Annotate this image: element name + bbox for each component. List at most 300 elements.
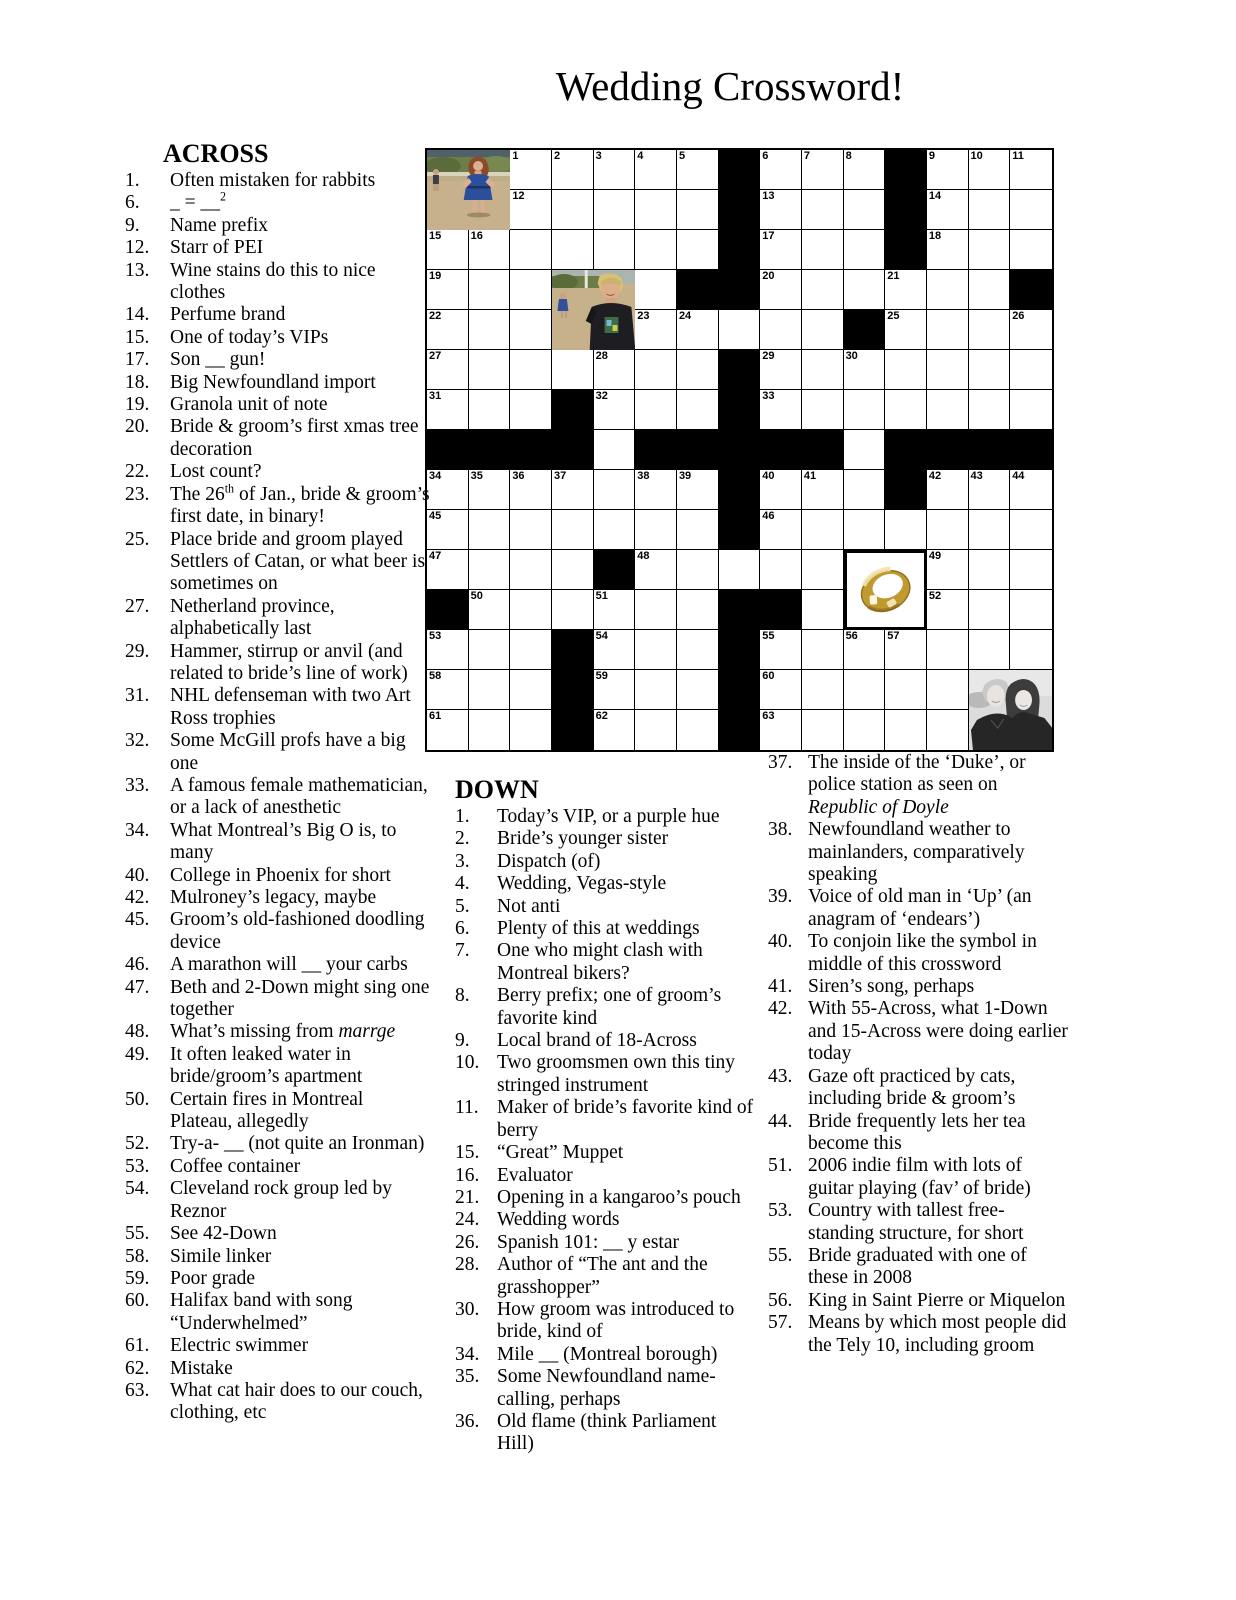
grid-cell[interactable] (552, 230, 594, 270)
grid-cell[interactable] (760, 550, 802, 590)
clue-number: 38. (768, 819, 793, 841)
clue-number: 14. (125, 304, 150, 326)
grid-cell[interactable] (844, 470, 886, 510)
clue-text: How groom was introduced to bride, kind of (497, 1298, 735, 1343)
grid-cell[interactable] (594, 430, 636, 470)
grid-cell[interactable] (802, 510, 844, 550)
grid-cell[interactable] (927, 390, 969, 430)
clue-text: Some McGill profs have a big one (170, 730, 406, 774)
clue-text: Evaluator (497, 1164, 573, 1186)
clue-item (125, 1223, 430, 1245)
grid-cell[interactable] (552, 550, 594, 590)
grid-cell[interactable] (844, 350, 886, 390)
grid-cell[interactable] (802, 470, 844, 510)
clue-item (455, 1165, 755, 1187)
grid-cell[interactable] (469, 590, 511, 630)
black-cell (552, 630, 594, 670)
clue-number: 40. (125, 864, 150, 886)
clue-item (455, 1299, 755, 1344)
down-clue-list-continued (768, 752, 1068, 1357)
black-cell (719, 390, 761, 430)
grid-cell[interactable] (594, 590, 636, 630)
grid-cell[interactable] (427, 270, 469, 310)
grid-cell[interactable] (719, 550, 761, 590)
grid-cell[interactable] (427, 390, 469, 430)
clue-number: 34. (125, 819, 150, 841)
grid-cell[interactable] (969, 390, 1011, 430)
grid-cell[interactable] (510, 710, 552, 750)
grid-cell[interactable] (427, 470, 469, 510)
clue-item (455, 1254, 755, 1299)
grid-cell[interactable] (927, 270, 969, 310)
grid-cell[interactable] (552, 510, 594, 550)
clue-text: Two groomsmen own this tiny stringed instrument (497, 1052, 736, 1096)
grid-cell[interactable] (510, 670, 552, 710)
grid-cell[interactable] (969, 470, 1011, 510)
grid-cell[interactable] (760, 190, 802, 230)
grid-cell[interactable] (885, 630, 927, 670)
grid-cell[interactable] (594, 710, 636, 750)
grid-cell[interactable] (677, 310, 719, 350)
grid-cell[interactable] (885, 390, 927, 430)
cell-number: 20 (762, 270, 775, 282)
grid-cell[interactable] (469, 550, 511, 590)
grid-cell[interactable] (969, 550, 1011, 590)
grid-cell[interactable] (927, 670, 969, 710)
clue-item (125, 1358, 430, 1380)
grid-cell[interactable] (594, 470, 636, 510)
cell-number: 11 (1012, 150, 1024, 162)
grid-cell[interactable] (969, 230, 1011, 270)
grid-cell[interactable] (427, 670, 469, 710)
black-cell (719, 710, 761, 750)
cell-number: 27 (429, 350, 442, 362)
grid-cell[interactable] (760, 510, 802, 550)
black-cell (552, 710, 594, 750)
cell-number: 4 (637, 150, 644, 162)
clue-number: 22. (125, 461, 150, 483)
clue-number: 48. (125, 1021, 150, 1043)
grid-cell[interactable] (927, 150, 969, 190)
grid-cell[interactable] (469, 710, 511, 750)
grid-cell[interactable] (552, 190, 594, 230)
grid-cell[interactable] (802, 390, 844, 430)
clue-number: 29. (125, 640, 150, 662)
grid-cell[interactable] (469, 230, 511, 270)
clue-item (125, 260, 430, 305)
grid-cell[interactable] (469, 270, 511, 310)
grid-cell[interactable] (844, 390, 886, 430)
grid-cell[interactable] (677, 350, 719, 390)
cell-number: 10 (970, 150, 983, 162)
clue-text: To conjoin like the symbol in middle of this crossword (808, 931, 1037, 975)
black-cell (552, 670, 594, 710)
cell-number: 22 (429, 310, 442, 322)
grid-cell[interactable] (885, 270, 927, 310)
grid-cell[interactable] (510, 510, 552, 550)
grid-cell[interactable] (677, 590, 719, 630)
black-cell (594, 550, 636, 590)
grid-cell[interactable] (969, 150, 1011, 190)
grid-cell[interactable] (802, 630, 844, 670)
cell-number: 21 (887, 270, 900, 282)
cell-number: 46 (762, 510, 775, 522)
clue-number: 54. (125, 1178, 150, 1200)
black-cell (719, 190, 761, 230)
clue-item (768, 998, 1068, 1065)
grid-cell[interactable] (427, 350, 469, 390)
grid-cell[interactable] (594, 230, 636, 270)
grid-cell[interactable] (885, 670, 927, 710)
grid-cell[interactable] (677, 150, 719, 190)
grid-cell[interactable] (677, 710, 719, 750)
grid-cell[interactable] (594, 630, 636, 670)
clue-number: 51. (768, 1155, 793, 1177)
black-cell (427, 430, 469, 470)
clue-item (125, 237, 430, 259)
clue-number: 28. (455, 1254, 480, 1276)
grid-cell[interactable] (969, 590, 1011, 630)
grid-cell[interactable] (510, 590, 552, 630)
grid-cell[interactable] (469, 390, 511, 430)
grid-cell[interactable] (635, 710, 677, 750)
grid-cell[interactable] (802, 150, 844, 190)
grid-cell[interactable] (635, 550, 677, 590)
clue-number: 55. (768, 1244, 793, 1266)
grid-cell[interactable] (885, 510, 927, 550)
cell-number: 54 (595, 630, 608, 642)
clue-text: Hammer, stirrup or anvil (and related to bride’s line of work) (170, 640, 408, 684)
grid-cell[interactable] (1010, 390, 1052, 430)
clue-text: Today’s VIP, or a purple hue (497, 806, 720, 827)
cell-number: 61 (429, 710, 442, 722)
grid-cell[interactable] (844, 190, 886, 230)
grid-cell[interactable] (760, 150, 802, 190)
grid-cell[interactable] (677, 670, 719, 710)
grid-cell[interactable] (844, 150, 886, 190)
grid-cell[interactable] (802, 230, 844, 270)
grid-cell[interactable] (677, 390, 719, 430)
grid-cell[interactable] (760, 470, 802, 510)
grid-cell[interactable] (927, 710, 969, 750)
crossword-grid (425, 148, 1054, 752)
grid-cell[interactable] (1010, 150, 1052, 190)
grid-cell[interactable] (1010, 470, 1052, 510)
clue-text: Means by which most people did the Tely 10, including groom (808, 1312, 1067, 1356)
grid-cell[interactable] (760, 670, 802, 710)
clue-number: 47. (125, 976, 150, 998)
grid-cell[interactable] (635, 350, 677, 390)
grid-cell[interactable] (927, 630, 969, 670)
grid-cell[interactable] (677, 470, 719, 510)
clue-item (455, 1187, 755, 1209)
grid-cell[interactable] (469, 670, 511, 710)
clue-item (125, 1290, 430, 1335)
grid-cell[interactable] (677, 550, 719, 590)
cell-number: 48 (637, 550, 650, 562)
grid-cell[interactable] (510, 550, 552, 590)
grid-cell[interactable] (510, 230, 552, 270)
grid-cell[interactable] (1010, 310, 1052, 350)
grid-cell[interactable] (635, 470, 677, 510)
grid-cell[interactable] (635, 510, 677, 550)
grid-cell[interactable] (1010, 590, 1052, 630)
clue-item (125, 416, 430, 461)
clue-item (125, 304, 430, 326)
grid-cell[interactable] (844, 630, 886, 670)
grid-cell[interactable] (469, 630, 511, 670)
grid-cell[interactable] (552, 150, 594, 190)
grid-cell[interactable] (594, 510, 636, 550)
grid-cell[interactable] (427, 510, 469, 550)
couple-photo-illustration (969, 670, 1052, 750)
grid-cell[interactable] (1010, 510, 1052, 550)
grid-cell[interactable] (552, 590, 594, 630)
clue-text: Some Newfoundland name-calling, perhaps (497, 1366, 716, 1410)
clue-item (125, 481, 430, 529)
grid-cell[interactable] (469, 470, 511, 510)
clue-number: 12. (125, 237, 150, 259)
clue-item (125, 189, 430, 214)
grid-cell[interactable] (802, 590, 844, 630)
grid-cell[interactable] (802, 550, 844, 590)
black-cell (719, 230, 761, 270)
grid-cell[interactable] (510, 190, 552, 230)
clue-text: Wine stains do this to nice clothes (170, 259, 376, 304)
grid-cell[interactable] (802, 670, 844, 710)
grid-cell[interactable] (927, 310, 969, 350)
grid-cell[interactable] (844, 430, 886, 470)
clue-number: 15. (455, 1142, 480, 1164)
grid-cell[interactable] (969, 630, 1011, 670)
page-title: Wedding Crossword! (555, 63, 905, 109)
grid-cell[interactable] (844, 510, 886, 550)
clue-text: Lost count? (170, 461, 262, 483)
clue-item (455, 1232, 755, 1254)
black-cell (719, 150, 761, 190)
grid-cell[interactable] (677, 630, 719, 670)
grid-cell[interactable] (927, 190, 969, 230)
clue-text: Country with tallest free-standing structure, for short (808, 1200, 1024, 1244)
clue-item (125, 887, 430, 909)
cell-number: 23 (637, 310, 650, 322)
clue-number: 61. (125, 1335, 150, 1357)
grid-cell[interactable] (802, 190, 844, 230)
black-cell (969, 430, 1011, 470)
grid-cell[interactable] (427, 630, 469, 670)
cell-number: 7 (803, 150, 811, 162)
grid-cell[interactable] (719, 310, 761, 350)
clue-number: 59. (125, 1267, 150, 1289)
clue-number: 2. (455, 828, 470, 850)
clue-text: Mulroney’s legacy, maybe (170, 887, 377, 908)
clue-item (125, 372, 430, 394)
grid-cell[interactable] (594, 190, 636, 230)
grid-cell[interactable] (802, 350, 844, 390)
grid-cell[interactable] (927, 550, 969, 590)
cell-number: 15 (429, 230, 442, 242)
grid-cell[interactable] (552, 350, 594, 390)
grid-cell[interactable] (677, 510, 719, 550)
clue-text: Voice of old man in ‘Up’ (an anagram of ‘endears’) (808, 886, 1032, 930)
clue-number: 1. (455, 806, 470, 827)
grid-cell[interactable] (1010, 230, 1052, 270)
grid-cell[interactable] (469, 310, 511, 350)
black-cell (719, 470, 761, 510)
grid-cell[interactable] (802, 710, 844, 750)
clue-item (455, 1030, 755, 1052)
grid-cell[interactable] (635, 390, 677, 430)
grid-cell[interactable] (427, 550, 469, 590)
black-cell (677, 270, 719, 310)
black-cell (719, 630, 761, 670)
cell-number: 24 (678, 310, 692, 322)
cell-number: 56 (845, 630, 858, 642)
grid-cell[interactable] (1010, 550, 1052, 590)
clue-number: 43. (768, 1065, 793, 1087)
grid-cell[interactable] (927, 230, 969, 270)
grid-cell[interactable] (1010, 630, 1052, 670)
clue-text: Plenty of this at weddings (497, 918, 700, 940)
cell-number: 14 (928, 190, 942, 202)
cell-number: 2 (553, 150, 561, 162)
grid-cell[interactable] (927, 350, 969, 390)
clue-text: Big Newfoundland import (170, 371, 376, 393)
clue-text: Netherland province, alphabetically last (170, 595, 335, 640)
grid-cell[interactable] (760, 310, 802, 350)
grid-cell[interactable] (802, 270, 844, 310)
black-cell (802, 430, 844, 470)
grid-cell[interactable] (510, 310, 552, 350)
grid-cell[interactable] (802, 310, 844, 350)
clue-number: 6. (455, 918, 470, 940)
grid-cell[interactable] (927, 470, 969, 510)
black-cell (1010, 430, 1052, 470)
grid-cell[interactable] (760, 390, 802, 430)
grid-cell[interactable] (844, 710, 886, 750)
clue-number: 25. (125, 528, 150, 550)
grid-cell[interactable] (635, 310, 677, 350)
clue-text: Author of “The ant and the grasshopper” (497, 1254, 708, 1298)
grid-cell[interactable] (760, 710, 802, 750)
clue-text: Gaze oft practiced by cats, including bride & groom’s (808, 1065, 1016, 1110)
clue-text: Poor grade (170, 1267, 256, 1289)
black-cell (760, 430, 802, 470)
grid-cell[interactable] (635, 270, 677, 310)
clue-number: 1. (125, 170, 140, 191)
grid-cell[interactable] (635, 190, 677, 230)
clue-number: 9. (125, 214, 140, 236)
grid-cell[interactable] (760, 630, 802, 670)
grid-cell[interactable] (594, 150, 636, 190)
clue-item (768, 819, 1068, 886)
cell-number: 32 (595, 390, 608, 402)
clue-number: 39. (768, 886, 793, 908)
grid-cell[interactable] (427, 230, 469, 270)
grid-cell[interactable] (469, 510, 511, 550)
cell-number: 47 (429, 550, 442, 562)
bride-photo (427, 150, 510, 230)
couple-photo (969, 670, 1052, 750)
cell-number: 63 (762, 710, 775, 722)
grid-cell[interactable] (927, 510, 969, 550)
clue-text: A marathon will __ your carbs (170, 954, 408, 976)
grid-cell[interactable] (510, 350, 552, 390)
clue-text: Cleveland rock group led by Reznor (170, 1178, 393, 1222)
grid-cell[interactable] (844, 670, 886, 710)
black-cell (719, 270, 761, 310)
grid-cell[interactable] (677, 230, 719, 270)
grid-cell[interactable] (469, 350, 511, 390)
grid-cell[interactable] (760, 270, 802, 310)
cell-number: 16 (470, 230, 483, 242)
grid-cell[interactable] (427, 710, 469, 750)
clue-text: Berry prefix; one of groom’s favorite kind (497, 985, 722, 1029)
grid-cell[interactable] (969, 310, 1011, 350)
grid-cell[interactable] (677, 190, 719, 230)
grid-cell[interactable] (552, 470, 594, 510)
grid-cell[interactable] (510, 150, 552, 190)
grid-cell[interactable] (969, 270, 1011, 310)
grid-cell[interactable] (760, 230, 802, 270)
grid-cell[interactable] (1010, 350, 1052, 390)
clue-number: 30. (455, 1298, 480, 1320)
grid-cell[interactable] (635, 230, 677, 270)
grid-cell[interactable] (635, 590, 677, 630)
grid-cell[interactable] (510, 470, 552, 510)
cell-number: 13 (762, 190, 775, 202)
clue-text: Wedding words (497, 1209, 620, 1231)
grid-cell[interactable] (969, 510, 1011, 550)
grid-cell[interactable] (594, 350, 636, 390)
clue-item (125, 529, 430, 596)
clue-item (768, 1245, 1068, 1290)
clue-text: Maker of bride’s favorite kind of berry (497, 1097, 754, 1141)
grid-cell[interactable] (510, 270, 552, 310)
cell-number: 39 (678, 470, 692, 482)
clue-number: 62. (125, 1357, 150, 1379)
grid-cell[interactable] (594, 670, 636, 710)
grid-cell[interactable] (1010, 190, 1052, 230)
grid-cell[interactable] (427, 310, 469, 350)
grid-cell[interactable] (760, 350, 802, 390)
clue-number: 42. (125, 887, 150, 908)
grid-cell[interactable] (510, 390, 552, 430)
grid-cell[interactable] (635, 150, 677, 190)
clue-text: Electric swimmer (170, 1335, 309, 1357)
clue-item (125, 1178, 430, 1223)
grid-cell[interactable] (969, 350, 1011, 390)
grid-cell[interactable] (885, 350, 927, 390)
clue-number: 52. (125, 1133, 150, 1155)
grid-cell[interactable] (594, 390, 636, 430)
grid-cell[interactable] (635, 630, 677, 670)
grid-cell[interactable] (885, 310, 927, 350)
cell-number: 18 (928, 230, 942, 242)
grid-cell[interactable] (844, 270, 886, 310)
grid-cell[interactable] (927, 590, 969, 630)
grid-cell[interactable] (635, 670, 677, 710)
grid-cell[interactable] (844, 230, 886, 270)
grid-cell[interactable] (969, 190, 1011, 230)
clue-number: 18. (125, 371, 150, 393)
clue-number: 16. (455, 1164, 480, 1186)
clue-number: 15. (125, 326, 150, 348)
clue-text: Siren’s song, perhaps (808, 976, 975, 998)
clue-text: Wedding, Vegas-style (497, 873, 667, 895)
grid-cell[interactable] (510, 630, 552, 670)
grid-cell[interactable] (885, 710, 927, 750)
